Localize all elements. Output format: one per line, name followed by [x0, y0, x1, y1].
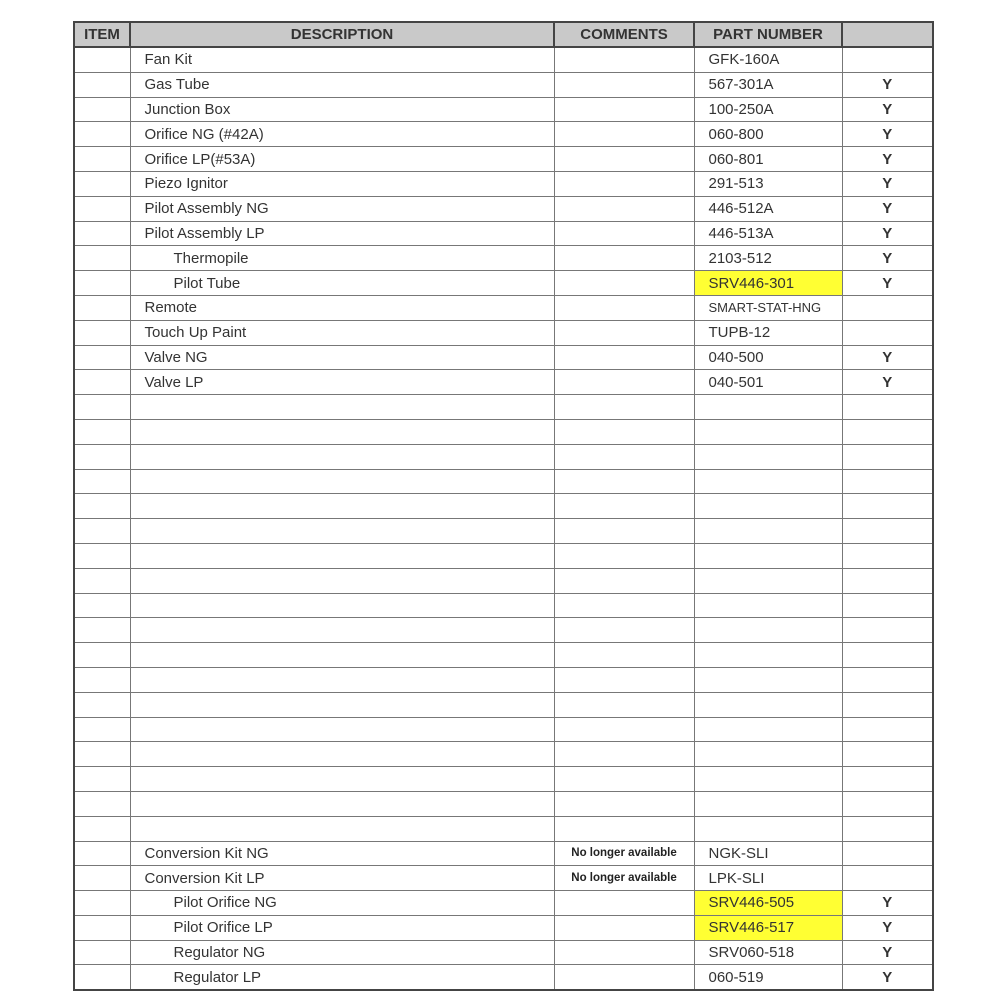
description-cell: Gas Tube	[130, 72, 554, 97]
table-row	[74, 271, 933, 296]
item-cell	[74, 295, 130, 320]
table-row	[74, 320, 933, 345]
part-number-cell	[694, 568, 842, 593]
part-number-cell	[694, 618, 842, 643]
comment-cell	[554, 618, 694, 643]
description-cell: Touch Up Paint	[130, 320, 554, 345]
table-row	[74, 915, 933, 940]
item-cell	[74, 97, 130, 122]
item-cell	[74, 246, 130, 271]
item-cell	[74, 147, 130, 172]
flag-cell	[842, 568, 933, 593]
table-row	[74, 295, 933, 320]
part-number-cell	[694, 543, 842, 568]
table-row	[74, 196, 933, 221]
part-number-cell: SRV446-517	[694, 915, 842, 940]
flag-cell: Y	[842, 915, 933, 940]
description-cell: Orifice LP(#53A)	[130, 147, 554, 172]
table-row	[74, 444, 933, 469]
part-number-cell: 040-500	[694, 345, 842, 370]
flag-cell: Y	[842, 246, 933, 271]
table-row	[74, 791, 933, 816]
comment-cell	[554, 791, 694, 816]
part-number-cell	[694, 767, 842, 792]
item-cell	[74, 320, 130, 345]
flag-cell: Y	[842, 147, 933, 172]
description-cell	[130, 717, 554, 742]
item-cell	[74, 47, 130, 72]
item-cell	[74, 692, 130, 717]
comment-cell	[554, 97, 694, 122]
description-cell	[130, 444, 554, 469]
part-number-cell: SRV060-518	[694, 940, 842, 965]
table-row	[74, 593, 933, 618]
item-cell	[74, 891, 130, 916]
item-cell	[74, 965, 130, 990]
part-number-cell	[694, 593, 842, 618]
part-number-cell: 567-301A	[694, 72, 842, 97]
comment-cell	[554, 395, 694, 420]
flag-cell: Y	[842, 345, 933, 370]
description-cell	[130, 742, 554, 767]
table-row	[74, 866, 933, 891]
item-cell	[74, 271, 130, 296]
item-cell	[74, 345, 130, 370]
table-body	[74, 47, 933, 990]
table-row	[74, 940, 933, 965]
item-cell	[74, 469, 130, 494]
flag-cell	[842, 717, 933, 742]
comment-cell	[554, 543, 694, 568]
item-cell	[74, 419, 130, 444]
description-cell: Piezo Ignitor	[130, 171, 554, 196]
comment-cell	[554, 72, 694, 97]
comment-cell	[554, 47, 694, 72]
flag-cell	[842, 419, 933, 444]
comment-cell	[554, 717, 694, 742]
header-row	[74, 22, 933, 47]
header-comments: COMMENTS	[554, 22, 694, 47]
comment-cell	[554, 593, 694, 618]
header-description: DESCRIPTION	[130, 22, 554, 47]
item-cell	[74, 791, 130, 816]
table-row	[74, 891, 933, 916]
description-cell: Remote	[130, 295, 554, 320]
flag-cell	[842, 816, 933, 841]
table-row	[74, 395, 933, 420]
description-cell: Junction Box	[130, 97, 554, 122]
description-cell: Conversion Kit LP	[130, 866, 554, 891]
item-cell	[74, 72, 130, 97]
flag-cell	[842, 295, 933, 320]
item-cell	[74, 940, 130, 965]
table-row	[74, 122, 933, 147]
description-cell	[130, 494, 554, 519]
table-row	[74, 519, 933, 544]
item-cell	[74, 915, 130, 940]
comment-cell	[554, 246, 694, 271]
comment-cell	[554, 370, 694, 395]
item-cell	[74, 196, 130, 221]
flag-cell	[842, 47, 933, 72]
table-row	[74, 246, 933, 271]
comment-cell	[554, 940, 694, 965]
table-row	[74, 841, 933, 866]
comment-cell	[554, 965, 694, 990]
item-cell	[74, 717, 130, 742]
description-cell	[130, 395, 554, 420]
flag-cell: Y	[842, 271, 933, 296]
comment-cell	[554, 568, 694, 593]
description-cell	[130, 519, 554, 544]
description-cell	[130, 667, 554, 692]
comment-cell	[554, 419, 694, 444]
item-cell	[74, 171, 130, 196]
item-cell	[74, 643, 130, 668]
flag-cell: Y	[842, 97, 933, 122]
item-cell	[74, 395, 130, 420]
part-number-cell	[694, 643, 842, 668]
comment-cell	[554, 816, 694, 841]
item-cell	[74, 122, 130, 147]
part-number-cell: 100-250A	[694, 97, 842, 122]
part-number-cell: SRV446-301	[694, 271, 842, 296]
table-row	[74, 568, 933, 593]
table-row	[74, 494, 933, 519]
description-cell: Pilot Assembly NG	[130, 196, 554, 221]
item-cell	[74, 221, 130, 246]
comment-cell	[554, 742, 694, 767]
flag-cell: Y	[842, 122, 933, 147]
item-cell	[74, 444, 130, 469]
comment-cell	[554, 444, 694, 469]
comment-cell	[554, 147, 694, 172]
item-cell	[74, 841, 130, 866]
description-cell: Regulator NG	[130, 940, 554, 965]
comment-cell	[554, 196, 694, 221]
part-number-cell	[694, 791, 842, 816]
description-cell: Thermopile	[130, 246, 554, 271]
table-row	[74, 469, 933, 494]
table-row	[74, 147, 933, 172]
description-cell: Fan Kit	[130, 47, 554, 72]
part-number-cell	[694, 692, 842, 717]
description-cell	[130, 543, 554, 568]
comment-cell	[554, 469, 694, 494]
item-cell	[74, 568, 130, 593]
part-number-cell	[694, 494, 842, 519]
item-cell	[74, 667, 130, 692]
comment-cell	[554, 171, 694, 196]
parts-table	[73, 21, 934, 991]
comment-cell	[554, 891, 694, 916]
description-cell: Pilot Tube	[130, 271, 554, 296]
flag-cell: Y	[842, 171, 933, 196]
comment-cell	[554, 667, 694, 692]
description-cell: Pilot Orifice LP	[130, 915, 554, 940]
item-cell	[74, 370, 130, 395]
part-number-cell	[694, 419, 842, 444]
part-number-cell: 2103-512	[694, 246, 842, 271]
comment-cell	[554, 692, 694, 717]
part-number-cell: SRV446-505	[694, 891, 842, 916]
comment-cell	[554, 221, 694, 246]
flag-cell	[842, 841, 933, 866]
part-number-cell: 060-801	[694, 147, 842, 172]
table-row	[74, 543, 933, 568]
part-number-cell: 060-800	[694, 122, 842, 147]
flag-cell: Y	[842, 370, 933, 395]
description-cell	[130, 593, 554, 618]
description-cell	[130, 767, 554, 792]
flag-cell	[842, 767, 933, 792]
comment-cell	[554, 519, 694, 544]
flag-cell	[842, 519, 933, 544]
flag-cell	[842, 593, 933, 618]
part-number-cell: 446-513A	[694, 221, 842, 246]
comment-cell	[554, 494, 694, 519]
item-cell	[74, 543, 130, 568]
flag-cell	[842, 742, 933, 767]
item-cell	[74, 866, 130, 891]
flag-cell	[842, 667, 933, 692]
description-cell	[130, 469, 554, 494]
description-cell: Valve NG	[130, 345, 554, 370]
item-cell	[74, 816, 130, 841]
table-row	[74, 171, 933, 196]
description-cell	[130, 791, 554, 816]
flag-cell: Y	[842, 72, 933, 97]
flag-cell	[842, 643, 933, 668]
table-row	[74, 97, 933, 122]
flag-cell	[842, 494, 933, 519]
header-part-number: PART NUMBER	[694, 22, 842, 47]
flag-cell: Y	[842, 965, 933, 990]
comment-cell: No longer available	[554, 841, 694, 866]
comment-cell	[554, 767, 694, 792]
flag-cell: Y	[842, 891, 933, 916]
comment-cell	[554, 271, 694, 296]
table-row	[74, 717, 933, 742]
part-number-cell: 060-519	[694, 965, 842, 990]
table-row	[74, 419, 933, 444]
item-cell	[74, 593, 130, 618]
description-cell: Pilot Orifice NG	[130, 891, 554, 916]
part-number-cell	[694, 717, 842, 742]
part-number-cell	[694, 395, 842, 420]
comment-cell	[554, 643, 694, 668]
flag-cell	[842, 320, 933, 345]
item-cell	[74, 742, 130, 767]
table-row	[74, 816, 933, 841]
part-number-cell: TUPB-12	[694, 320, 842, 345]
part-number-cell	[694, 519, 842, 544]
flag-cell: Y	[842, 940, 933, 965]
table-row	[74, 692, 933, 717]
table-row	[74, 345, 933, 370]
description-cell: Conversion Kit NG	[130, 841, 554, 866]
header-item: ITEM	[74, 22, 130, 47]
part-number-cell: GFK-160A	[694, 47, 842, 72]
description-cell: Pilot Assembly LP	[130, 221, 554, 246]
description-cell	[130, 816, 554, 841]
flag-cell	[842, 395, 933, 420]
item-cell	[74, 519, 130, 544]
flag-cell	[842, 469, 933, 494]
table-row	[74, 667, 933, 692]
description-cell	[130, 618, 554, 643]
part-number-cell: NGK-SLI	[694, 841, 842, 866]
description-cell: Valve LP	[130, 370, 554, 395]
description-cell: Orifice NG (#42A)	[130, 122, 554, 147]
comment-cell	[554, 295, 694, 320]
flag-cell	[842, 791, 933, 816]
flag-cell: Y	[842, 196, 933, 221]
comment-cell	[554, 320, 694, 345]
description-cell	[130, 568, 554, 593]
table-row	[74, 742, 933, 767]
part-number-cell: 040-501	[694, 370, 842, 395]
description-cell	[130, 692, 554, 717]
item-cell	[74, 494, 130, 519]
table-row	[74, 47, 933, 72]
description-cell	[130, 643, 554, 668]
table-row	[74, 767, 933, 792]
flag-cell	[842, 866, 933, 891]
part-number-cell	[694, 469, 842, 494]
comment-cell	[554, 122, 694, 147]
part-number-cell: LPK-SLI	[694, 866, 842, 891]
part-number-cell	[694, 742, 842, 767]
part-number-cell: 446-512A	[694, 196, 842, 221]
description-cell: Regulator LP	[130, 965, 554, 990]
part-number-cell: SMART-STAT-HNG	[694, 295, 842, 320]
table-row	[74, 965, 933, 990]
part-number-cell: 291-513	[694, 171, 842, 196]
header-flag	[842, 22, 933, 47]
table-row	[74, 618, 933, 643]
item-cell	[74, 767, 130, 792]
part-number-cell	[694, 667, 842, 692]
table-row	[74, 370, 933, 395]
part-number-cell	[694, 816, 842, 841]
item-cell	[74, 618, 130, 643]
comment-cell: No longer available	[554, 866, 694, 891]
flag-cell	[842, 692, 933, 717]
comment-cell	[554, 915, 694, 940]
part-number-cell	[694, 444, 842, 469]
table-row	[74, 72, 933, 97]
flag-cell: Y	[842, 221, 933, 246]
table-row	[74, 643, 933, 668]
table-row	[74, 221, 933, 246]
flag-cell	[842, 543, 933, 568]
description-cell	[130, 419, 554, 444]
comment-cell	[554, 345, 694, 370]
flag-cell	[842, 618, 933, 643]
flag-cell	[842, 444, 933, 469]
